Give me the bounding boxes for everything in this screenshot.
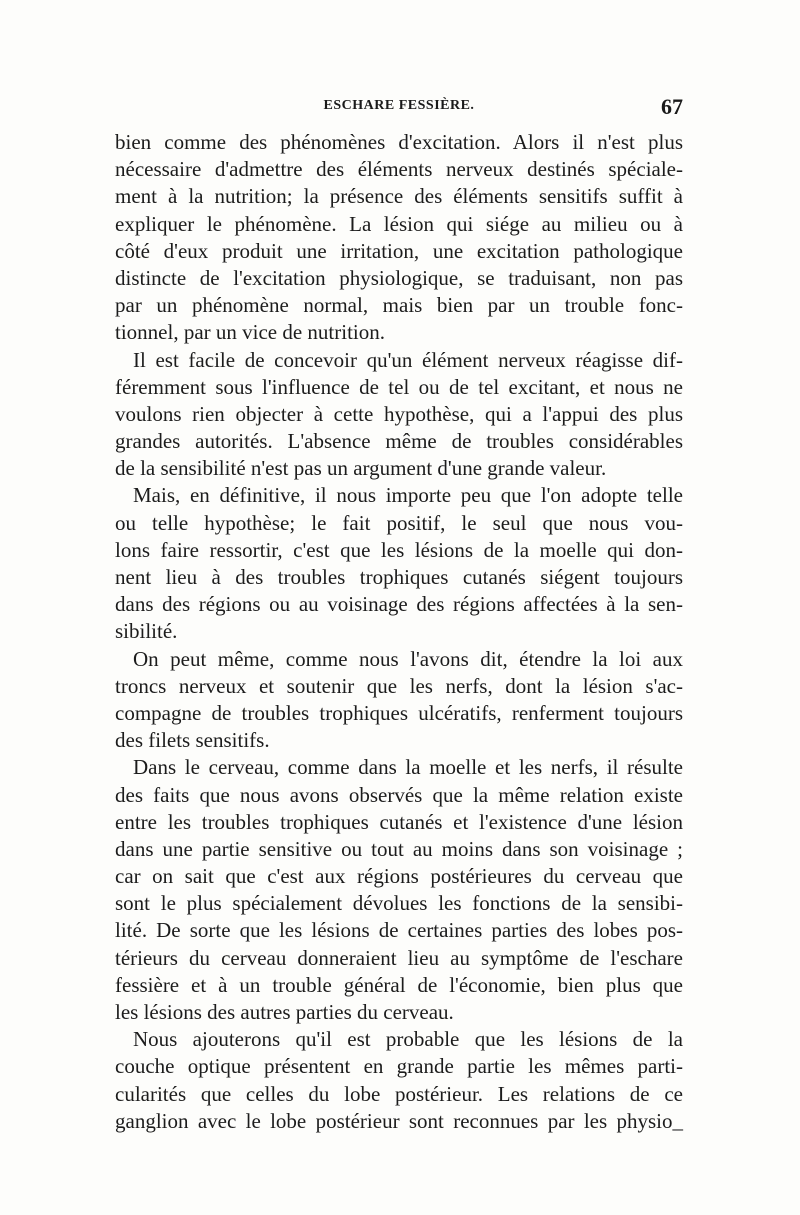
text-line: ment à la nutrition; la présence des éléments sensitifs suffit à xyxy=(115,184,683,209)
text-line: compagne de troubles trophiques ulcératifs, renferment toujours xyxy=(115,700,683,725)
text-line: couche optique présentent en grande partie les mêmes parti- xyxy=(115,1054,683,1079)
text-line: par un phénomène normal, mais bien par un trouble fonc- xyxy=(115,293,683,318)
text-line: Il est facile de concevoir qu'un élément nerveux réagisse dif- xyxy=(133,347,683,372)
text-line: dans des régions ou au voisinage des régions affectées à la sen- xyxy=(115,592,683,617)
text-line: sont le plus spécialement dévolues les fonctions de la sensibi- xyxy=(115,891,683,916)
text-line: de la sensibilité n'est pas un argument d'une grande valeur. xyxy=(115,456,607,481)
text-line: cularités que celles du lobe postérieur. Les relations de ce xyxy=(115,1081,683,1106)
running-title: ESCHARE FESSIÈRE. xyxy=(323,98,475,113)
text-line: grandes autorités. L'absence même de troubles considérables xyxy=(115,429,683,454)
text-line: fessière et à un trouble général de l'économie, bien plus que xyxy=(115,972,683,997)
text-line: ou telle hypothèse; le fait positif, le seul que nous vou- xyxy=(115,510,683,535)
text-line: On peut même, comme nous l'avons dit, étendre la loi aux xyxy=(133,646,683,671)
text-line: côté d'eux produit une irritation, une excitation pathologique xyxy=(115,238,683,263)
text-line: dans une partie sensitive ou tout au moins dans son voisinage ; xyxy=(115,836,683,861)
text-line: des filets sensitifs. xyxy=(115,728,270,753)
text-line: féremment sous l'influence de tel ou de tel excitant, et nous ne xyxy=(115,374,683,399)
text-line: Dans le cerveau, comme dans la moelle et les nerfs, il résulte xyxy=(133,755,683,780)
text-line: Nous ajouterons qu'il est probable que les lésions de la xyxy=(133,1027,683,1052)
running-head xyxy=(115,94,683,124)
text-line: ganglion avec le lobe postérieur sont reconnues par les physio_ xyxy=(115,1108,683,1133)
text-line: bien comme des phénomènes d'excitation. Alors il n'est plus xyxy=(115,130,683,154)
text-line: sibilité. xyxy=(115,619,178,644)
text-line: Mais, en définitive, il nous importe peu que l'on adopte telle xyxy=(133,483,683,508)
text-line: tionnel, par un vice de nutrition. xyxy=(115,320,386,345)
text-line: entre les troubles trophiques cutanés et l'existence d'une lésion xyxy=(115,809,683,834)
text-line: lité. De sorte que les lésions de certaines parties des lobes pos- xyxy=(115,918,683,943)
text-line: térieurs du cerveau donneraient lieu au symptôme de l'eschare xyxy=(115,945,683,970)
text-line: expliquer le phénomène. La lésion qui siége au milieu ou à xyxy=(115,211,683,236)
text-line: lons faire ressortir, c'est que les lésions de la moelle qui don- xyxy=(115,537,683,562)
text-line: voulons rien objecter à cette hypothèse, qui a l'appui des plus xyxy=(115,401,683,426)
text-line: des faits que nous avons observés que la même relation existe xyxy=(115,782,683,807)
text-line: nécessaire d'admettre des éléments nerveux destinés spéciale- xyxy=(115,157,683,182)
text-line: nent lieu à des troubles trophiques cutanés siégent toujours xyxy=(115,565,683,589)
body-text xyxy=(115,129,683,1135)
text-line: distincte de l'excitation physiologique, se traduisant, non pas xyxy=(115,265,683,290)
text-line: troncs nerveux et soutenir que les nerfs, dont la lésion s'ac- xyxy=(115,673,683,698)
page-number: 67 xyxy=(661,94,683,119)
text-line: car on sait que c'est aux régions postérieures du cerveau que xyxy=(115,864,683,889)
text-line: les lésions des autres parties du cerveau. xyxy=(115,1000,454,1024)
